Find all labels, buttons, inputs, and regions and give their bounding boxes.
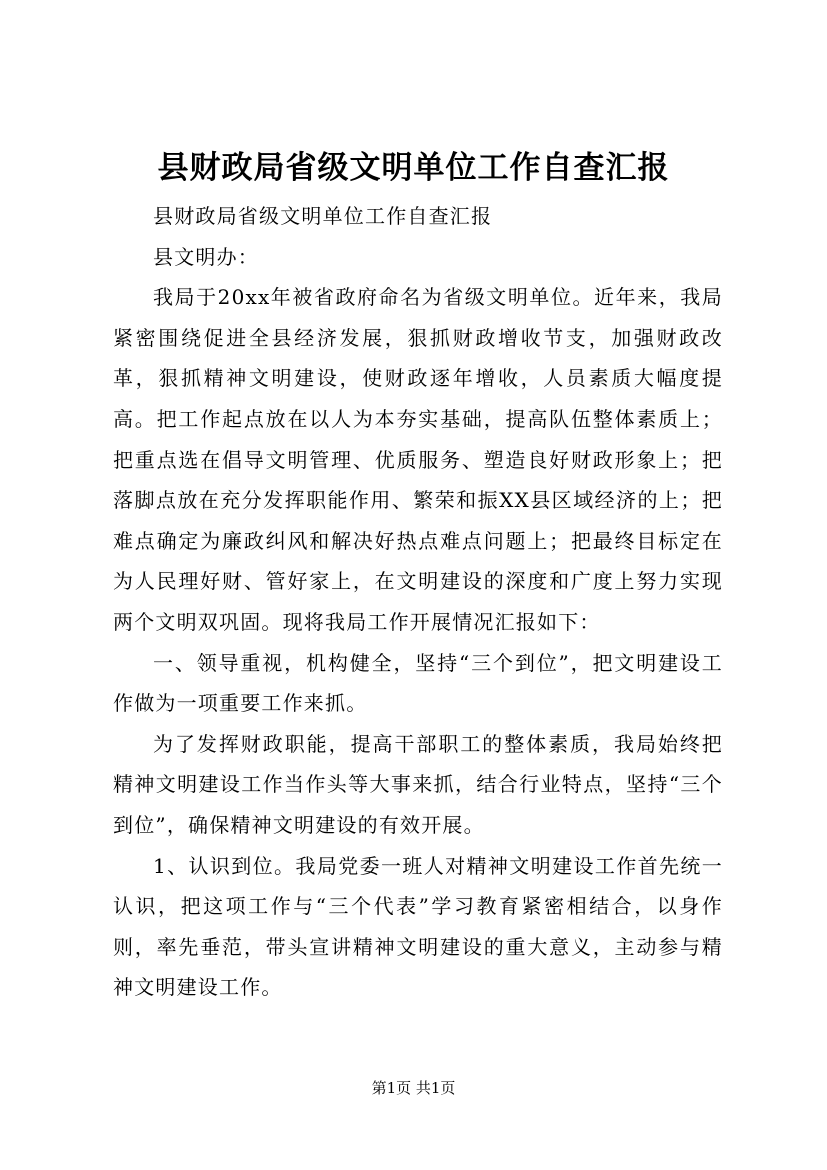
subtitle-paragraph: 县财政局省级文明单位工作自查汇报	[153, 204, 493, 228]
body-paragraph: 为了发挥财政职能，提高干部职工的整体素质，我局始终把精神文明建设工作当作头等大事来抓，结合行业特点，坚持“三个到位”，确保精神文明建设的有效开展。	[113, 731, 723, 837]
body-paragraph: 1、认识到位。我局党委一班人对精神文明建设工作首先统一认识，把这项工作与“三个代表”学习教育紧密相结合，以身作则，率先垂范，带头宣讲精神文明建设的重大意义，主动参与精神文明建设工作。	[113, 853, 723, 1000]
salutation-paragraph: 县文明办：	[153, 244, 259, 269]
page-number-footer: 第1页 共1页	[371, 1079, 456, 1097]
document-title: 县财政局省级文明单位工作自查汇报	[157, 150, 670, 186]
body-paragraph: 我局于20xx年被省政府命名为省级文明单位。近年来，我局紧密围绕促进全县经济发展，狠抓财政增收节支，加强财政改革，狠抓精神文明建设，使财政逐年增收，人员素质大幅度提高。把工作起点放在以人为本夯实基础，提高队伍整体素质上；把重点选在倡导文明管理、优质服务、塑造良好财政形象上；把落脚点放在充分发挥职能作用、繁荣和振XX县区域经济的上；把难点确定为廉政纠风和解决好热点难点问题上；把最终目标定在为人民理好财、管好家上，在文明建设的深度和广度上努力实现两个文明双巩固。现将我局工作开展情况汇报如下：	[113, 285, 723, 634]
section-heading-paragraph: 一、领导重视，机构健全，坚持“三个到位”，把文明建设工作做为一项重要工作来抓。	[113, 650, 723, 716]
document-body	[113, 196, 723, 1008]
